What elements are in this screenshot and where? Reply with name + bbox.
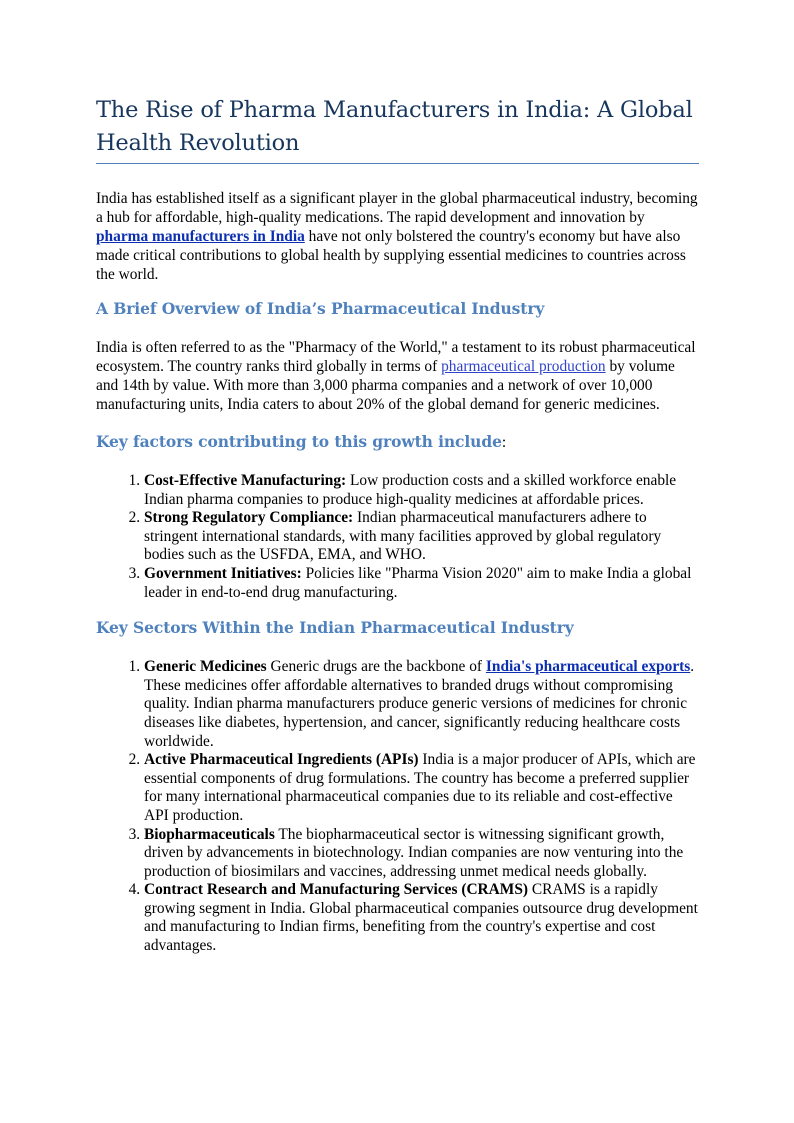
list-item xyxy=(144,826,699,882)
list-item-text: Policies like "Pharma Vision 2020" aim to make India a global leader in end-to-end drug manufacturing. xyxy=(144,564,692,601)
list-item xyxy=(144,881,699,955)
factors-heading-colon: : xyxy=(501,434,507,451)
list-item-bold: Strong Regulatory Compliance: xyxy=(144,509,354,527)
pharma-manufacturers-link[interactable]: pharma manufacturers in India xyxy=(96,228,305,245)
overview-paragraph xyxy=(96,338,699,414)
intro-text-start: India has established itself as a significant player in the global pharmaceutical industry, becoming a hub for affordable, high-quality medications. The rapid development and innovation by xyxy=(96,190,698,226)
list-item-text: CRAMS is a rapidly growing segment in India. Global pharmaceutical companies outsource drug development and manufacturing to Indian firms, benefiting from the country's expertise and cost advantages. xyxy=(144,881,698,955)
list-item-text: Indian pharmaceutical manufacturers adhere to stringent international standards, with many facilities approved by global regulatory bodies such as the USFDA, EMA, and WHO. xyxy=(144,509,662,564)
list-item xyxy=(144,509,699,565)
factors-list xyxy=(96,472,699,602)
intro-text-end: have not only bolstered the country's economy but have also made critical contributions to global health by supplying essential medicines to countries across the world. xyxy=(96,228,686,283)
intro-paragraph xyxy=(96,189,699,284)
factors-heading xyxy=(96,432,699,453)
list-item-text: The biopharmaceutical sector is witnessing significant growth, driven by advancements in biotechnology. Indian companies are now venturing into the production of biosimilars and vaccines, addressing unmet medical needs globally. xyxy=(144,825,684,880)
list-item-bold: Contract Research and Manufacturing Services (CRAMS) xyxy=(144,881,528,899)
list-item-bold: Government Initiatives: xyxy=(144,564,302,582)
page-title: The Rise of Pharma Manufacturers in India: A Global Health Revolution xyxy=(96,94,699,164)
factors-heading-text: Key factors contributing to this growth include xyxy=(96,432,502,451)
list-item-bold: Biopharmaceuticals xyxy=(144,825,275,843)
list-item xyxy=(144,472,699,509)
overview-text-start: India is often referred to as the "Pharmacy of the World," a testament to its robust pharmaceutical ecosystem. The country ranks third globally in terms of xyxy=(96,339,696,375)
overview-text-end: by volume and 14th by value. With more than 3,000 pharma companies and a network of over 10,000 manufacturing units, India caters to about 20% of the global demand for generic medicines. xyxy=(96,358,675,413)
pharmaceutical-production-link[interactable]: pharmaceutical production xyxy=(441,358,606,375)
sectors-heading: Key Sectors Within the Indian Pharmaceutical Industry xyxy=(96,618,574,638)
list-item xyxy=(144,565,699,602)
list-item xyxy=(144,658,699,751)
list-item-bold: Generic Medicines xyxy=(144,658,267,676)
list-item-text: India is a major producer of APIs, which are essential components of drug formulations. The country has become a preferred supplier for many international pharmaceutical companies due to its reliable and cost-effective API production. xyxy=(144,751,696,824)
list-item-bold: Cost-Effective Manufacturing: xyxy=(144,472,347,489)
sectors-list xyxy=(96,658,699,956)
list-item-bold: Active Pharmaceutical Ingredients (APIs) xyxy=(144,751,419,769)
list-item xyxy=(144,751,699,825)
overview-heading: A Brief Overview of India’s Pharmaceutical Industry xyxy=(96,299,545,318)
list-item-text: . These medicines offer affordable alternatives to branded drugs without compromising quality. Indian pharma manufacturers produce generic versions of medicines for chronic diseases like diabetes, hypertension, and cancer, significantly reducing healthcare costs worldwide. xyxy=(144,658,695,750)
list-item-text: Low production costs and a skilled workforce enable Indian pharma companies to produce high-quality medicines at affordable prices. xyxy=(144,472,677,508)
pharmaceutical-exports-link[interactable]: India's pharmaceutical exports xyxy=(485,658,691,676)
list-item-text-start: Generic drugs are the backbone of xyxy=(266,658,486,676)
